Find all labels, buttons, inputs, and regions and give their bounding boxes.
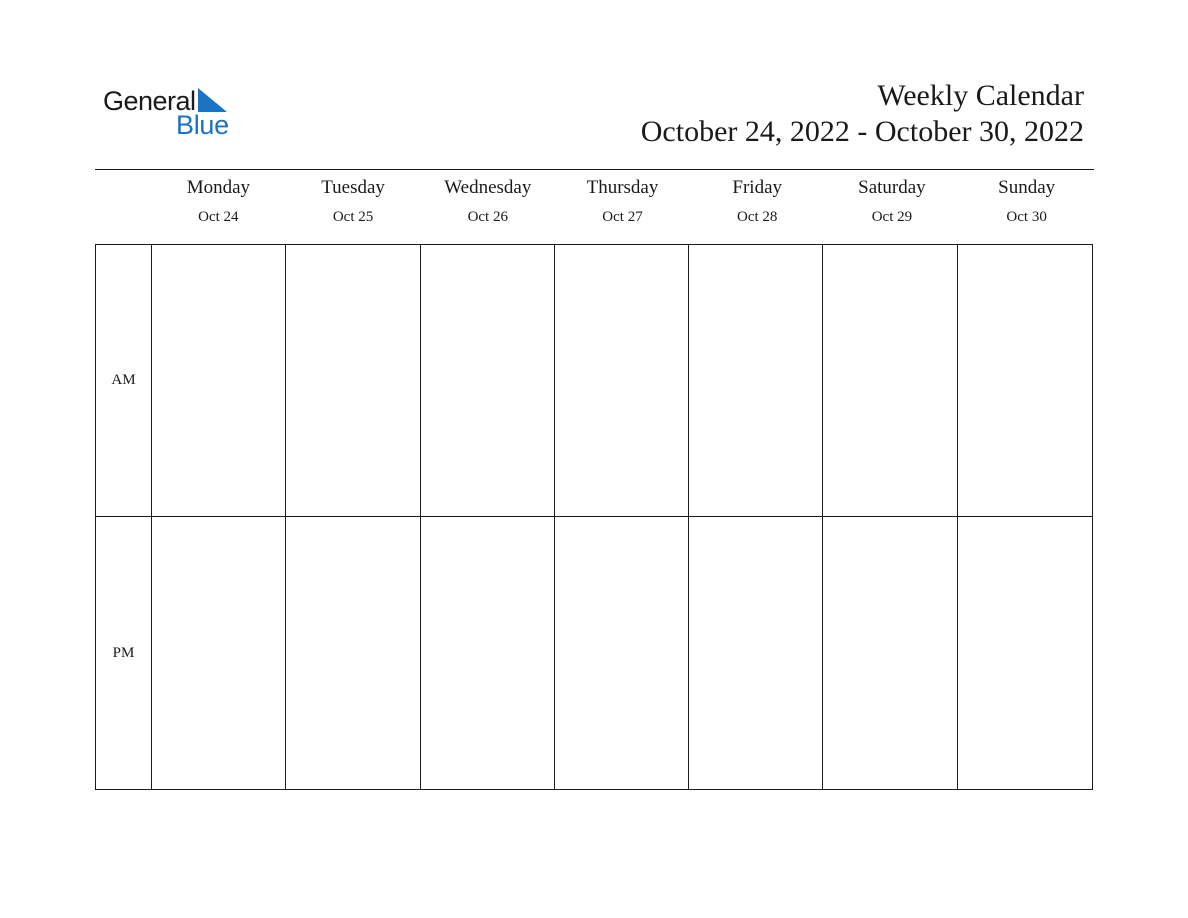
- day-header-friday: [690, 176, 825, 236]
- day-date: Oct 26: [467, 209, 508, 225]
- brand-word-general: General: [103, 86, 196, 116]
- calendar-header: [641, 78, 1084, 150]
- day-date: Oct 24: [198, 209, 239, 225]
- day-header-sunday: [959, 176, 1094, 236]
- day-header-thursday: [555, 176, 690, 236]
- day-name: Saturday: [858, 177, 926, 198]
- slot-wednesday-pm[interactable]: [421, 517, 555, 789]
- day-date: Oct 30: [1006, 209, 1047, 225]
- brand-logo: [103, 86, 233, 140]
- header-divider: [95, 169, 1094, 170]
- slot-monday-pm[interactable]: [152, 517, 286, 789]
- day-name: Thursday: [586, 177, 659, 198]
- day-name: Wednesday: [444, 177, 532, 198]
- slot-sunday-am[interactable]: [958, 245, 1092, 517]
- slot-wednesday-am[interactable]: [421, 245, 555, 517]
- brand-word-blue: Blue: [176, 110, 229, 140]
- day-name: Monday: [186, 177, 251, 198]
- slot-monday-am[interactable]: [152, 245, 286, 517]
- slot-saturday-am[interactable]: [823, 245, 957, 517]
- brand-triangle-icon: [198, 88, 227, 112]
- day-name: Tuesday: [321, 177, 385, 198]
- day-header-monday: [151, 176, 286, 236]
- day-header-tuesday: [286, 176, 421, 236]
- page-title: Weekly Calendar: [877, 79, 1084, 112]
- slot-sunday-pm[interactable]: [958, 517, 1092, 789]
- day-date: Oct 28: [736, 209, 778, 225]
- day-date: Oct 25: [332, 209, 374, 225]
- slot-tuesday-pm[interactable]: [286, 517, 420, 789]
- period-label-am: AM: [96, 245, 152, 517]
- day-header-saturday: [825, 176, 960, 236]
- day-header-wednesday: [420, 176, 555, 236]
- day-header-row: [151, 176, 1094, 236]
- day-date: Oct 27: [602, 209, 643, 225]
- slot-friday-pm[interactable]: [689, 517, 823, 789]
- slot-tuesday-am[interactable]: [286, 245, 420, 517]
- slot-thursday-pm[interactable]: [555, 517, 689, 789]
- period-label-pm: PM: [96, 517, 152, 789]
- slot-friday-am[interactable]: [689, 245, 823, 517]
- calendar-grid: [95, 244, 1093, 790]
- slot-saturday-pm[interactable]: [823, 517, 957, 789]
- day-name: Friday: [732, 177, 782, 198]
- day-date: Oct 29: [871, 209, 913, 225]
- day-name: Sunday: [998, 177, 1056, 198]
- date-range: October 24, 2022 - October 30, 2022: [640, 115, 1084, 148]
- slot-thursday-am[interactable]: [555, 245, 689, 517]
